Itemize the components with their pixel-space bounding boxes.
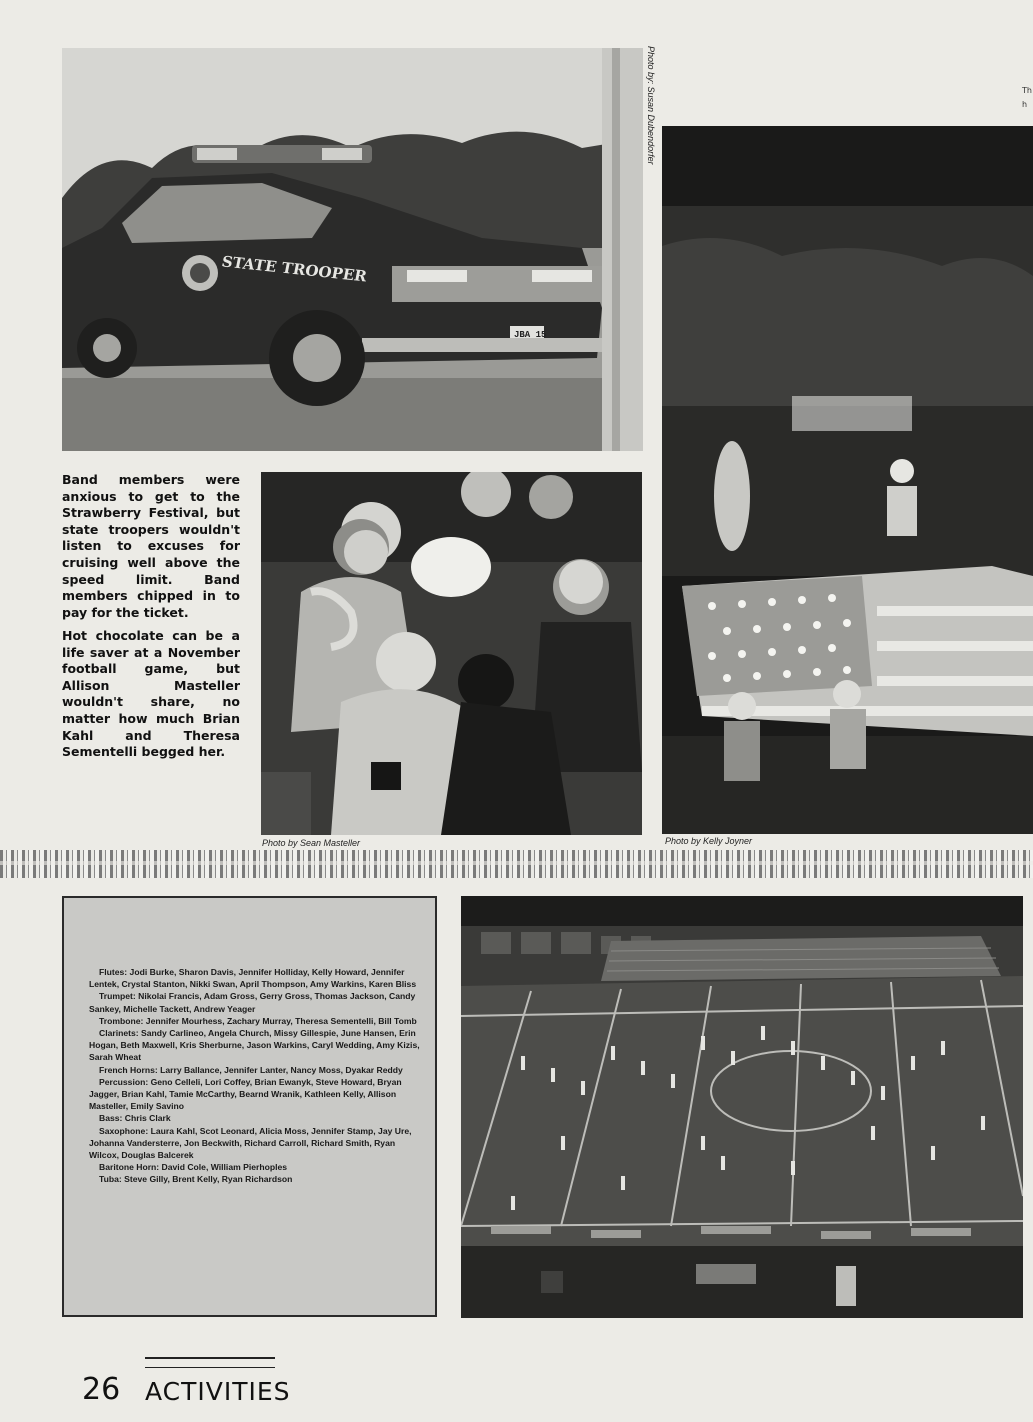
edge-text-line-1: Th: [1022, 86, 1032, 95]
page-number: 26: [82, 1372, 121, 1407]
photo-band-in-stands: [261, 472, 642, 835]
section-title: ACTIVITIES: [145, 1377, 291, 1406]
folio-rule-lines: [145, 1357, 275, 1368]
photo-credit-right: Photo by Kelly Joyner: [665, 836, 753, 846]
edge-text-line-2: h: [1022, 100, 1028, 109]
roster-flutes: Flutes: Jodi Burke, Sharon Davis, Jennifer Holliday, Kelly Howard, Jennifer Lentek, Crystal Stanton, Nikki Swan, April Thompson, Amy Warkins, Karen Bliss: [89, 967, 417, 990]
roster-french-horns: French Horns: Larry Ballance, Jennifer Lanter, Nancy Moss, Dyakar Reddy: [99, 1064, 403, 1075]
photo-credit-middle: Photo by Sean Masteller: [262, 838, 361, 848]
roster-baritone-horn: Baritone Horn: David Cole, William Pierhoples: [99, 1162, 288, 1173]
photo-credit-top: Photo by: Susan Dubendorfer: [646, 46, 656, 165]
roster-saxophone: Saxophone: Laura Kahl, Scot Leonard, Alicia Moss, Jennifer Stamp, Jay Ure, Johanna Vandersterre, Jon Beckwith, Richard Carroll, Richard Smith, Ryan Wilcox, Douglas Balcerek: [89, 1125, 412, 1161]
car-door-lettering: STATE TROOPER: [222, 252, 367, 286]
roster-percussion: Percussion: Geno Celleli, Lori Coffey, Brian Ewanyk, Steve Howard, Bryan Jagger, Brian Kahl, Tamie McCarthy, Bearnd Wranik, Kathleen Kelly, Allison Masteller, Emily Savino: [89, 1076, 402, 1112]
divider-highlight: [0, 861, 1033, 865]
roster-clarinets: Clarinets: Sandy Carlineo, Angela Church, Missy Gillespie, June Hansen, Erin Hogan, Beth Maxwell, Kris Sherburne, Jason Warkins, Caryl Wedding, Amy Kizis, Sarah Wheat: [89, 1028, 420, 1063]
photo-state-trooper-car: [62, 48, 643, 451]
roster-bass: Bass: Chris Clark: [99, 1113, 171, 1124]
band-roster-text: [89, 966, 427, 1186]
photo-marching-band-field: [461, 896, 1023, 1318]
license-plate: JBA 15: [514, 330, 547, 340]
roster-tuba: Tuba: Steve Gilly, Brent Kelly, Ryan Richardson: [99, 1174, 293, 1185]
caption-state-trooper: Band members were anxious to get to the Strawberry Festival, but state troopers wouldn't listen to excuses for cruising well above the speed limit. Band members chipped in to pay for the ticket.: [62, 472, 240, 620]
caption-hot-chocolate: Hot chocolate can be a life saver at a November football game, but Allison Masteller wouldn't share, no matter how much Brian Kahl and Theresa Sementelli begged her.: [62, 628, 240, 760]
roster-trumpet: Trumpet: Nikolai Francis, Adam Gross, Gerry Gross, Thomas Jackson, Candy Sankey, Michelle Tackett, Andrew Yeager: [89, 991, 416, 1014]
photo-flag-formation-night: [662, 126, 1033, 834]
roster-trombone: Trombone: Jennifer Mourhess, Zachary Murray, Theresa Sementelli, Bill Tomb: [99, 1015, 417, 1026]
